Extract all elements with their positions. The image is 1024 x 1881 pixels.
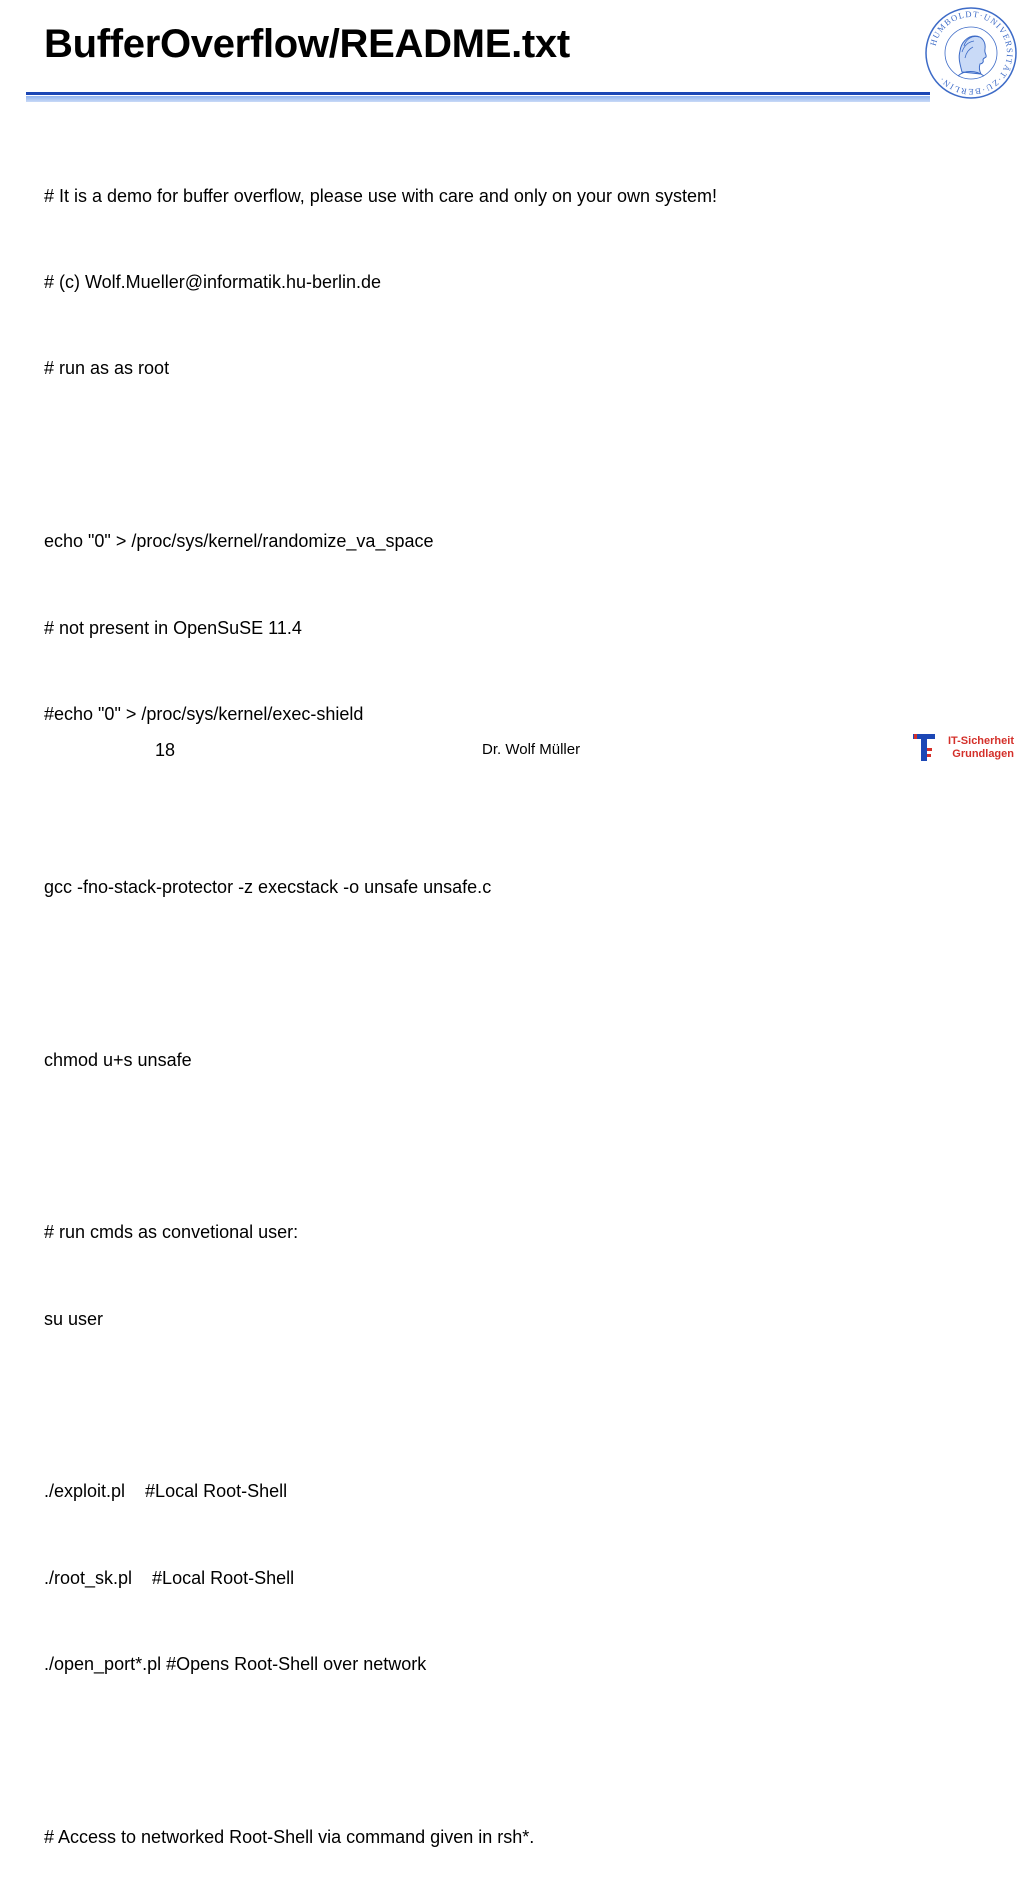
readme-content xyxy=(44,124,717,1881)
text-line: gcc -fno-stack-protector -z execstack -o unsafe unsafe.c xyxy=(44,876,492,897)
slide-title: BufferOverflow/README.txt xyxy=(44,22,570,66)
blank-line xyxy=(44,441,717,470)
blank-line xyxy=(44,1132,717,1161)
text-line: # run cmds as convetional user: xyxy=(44,1222,299,1243)
text-line: ./root_sk.pl #Local Root-Shell xyxy=(44,1567,295,1588)
course-badge xyxy=(942,735,1014,761)
course-badge-line2: Grundlagen xyxy=(952,748,1014,760)
blank-line xyxy=(44,959,717,988)
text-line: # run as as root xyxy=(44,358,170,379)
course-badge-line1: IT-Sicherheit xyxy=(947,735,1014,747)
text-line: chmod u+s unsafe xyxy=(44,1049,192,1070)
blank-line xyxy=(44,786,717,815)
text-line: # not present in OpenSuSE 11.4 xyxy=(44,617,302,638)
svg-text:HUMBOLDT·UNIVERSITÄT·ZU·BERLIN: HUMBOLDT·UNIVERSITÄT·ZU·BERLIN· xyxy=(927,8,1016,98)
page-number: 18 xyxy=(155,740,176,760)
text-line: # (c) Wolf.Mueller@informatik.hu-berlin.de xyxy=(44,271,382,292)
text-line: # It is a demo for buffer overflow, please use with care and only on your own system! xyxy=(44,185,718,206)
text-line: #echo "0" > /proc/sys/kernel/exec-shield xyxy=(44,703,364,724)
text-line: # Access to networked Root-Shell via command given in rsh*. xyxy=(44,1827,535,1848)
text-line: ./exploit.pl #Local Root-Shell xyxy=(44,1481,288,1502)
text-line: su user xyxy=(44,1308,104,1329)
text-line: echo "0" > /proc/sys/kernel/randomize_va_space xyxy=(44,531,434,552)
text-line: ./open_port*.pl #Opens Root-Shell over network xyxy=(44,1654,427,1675)
blank-line xyxy=(44,1737,717,1766)
footer-author: Dr. Wolf Müller xyxy=(482,741,581,758)
title-underline-dark xyxy=(26,92,930,95)
blank-line xyxy=(44,1391,717,1420)
title-underline-light xyxy=(26,96,930,102)
university-seal-logo xyxy=(924,6,1018,100)
